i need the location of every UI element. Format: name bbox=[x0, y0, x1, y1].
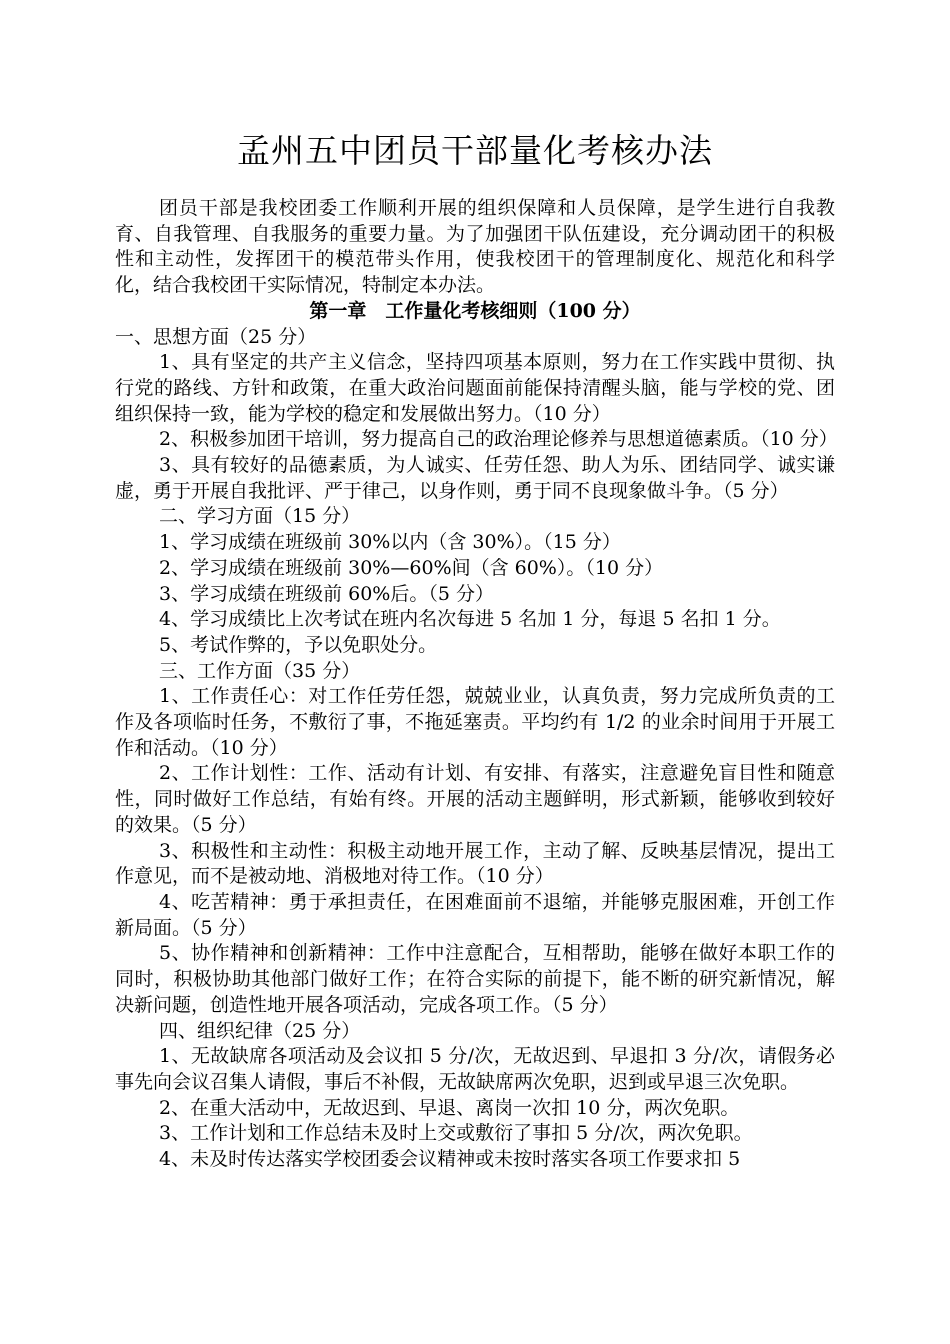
list-item: 4、学习成绩比上次考试在班内名次每进 5 名加 1 分，每退 5 名扣 1 分。 bbox=[159, 608, 781, 631]
section-heading: 三、工作方面（35 分） bbox=[159, 659, 361, 682]
list-item: 1、学习成绩在班级前 30%以内（含 30%）。（15 分） bbox=[159, 531, 621, 554]
list-item: 3、具有较好的品德素质，为人诚实、任劳任怨、助人为乐、团结同学、诚实谦虚，勇于开展自我批评、严于律己，以身作则，勇于同不良现象做斗争。（5 分） bbox=[115, 454, 835, 502]
chapter-heading: 第一章 工作量化考核细则（100 分） bbox=[309, 299, 641, 322]
list-item: 2、工作计划性：工作、活动有计划、有安排、有落实，注意避免盲目性和随意性，同时做好工作总结，有始有终。开展的活动主题鲜明，形式新颖，能够收到较好的效果。（5 分） bbox=[115, 762, 835, 836]
list-item: 4、吃苦精神：勇于承担责任，在困难面前不退缩，并能够克服困难，开创工作新局面。（5 分） bbox=[115, 890, 835, 939]
document-body bbox=[115, 196, 838, 1173]
list-item: 1、无故缺席各项活动及会议扣 5 分/次，无故迟到、早退扣 3 分/次，请假务必事先向会议召集人请假，事后不补假，无故缺席两次免职，迟到或早退三次免职。 bbox=[115, 1045, 835, 1093]
section-heading: 二、学习方面（15 分） bbox=[159, 505, 361, 528]
list-item: 3、积极性和主动性：积极主动地开展工作，主动了解、反映基层情况，提出工作意见，而不是被动地、消极地对待工作。（10 分） bbox=[115, 839, 835, 888]
list-item: 4、未及时传达落实学校团委会议精神或未按时落实各项工作要求扣 5 bbox=[159, 1148, 741, 1171]
list-item: 5、考试作弊的，予以免职处分。 bbox=[159, 633, 438, 656]
section-heading: 四、组织纪律（25 分） bbox=[159, 1019, 361, 1042]
section-heading: 一、思想方面（25 分） bbox=[115, 325, 317, 348]
list-item: 5、协作精神和创新精神：工作中注意配合，互相帮助，能够在做好本职工作的同时，积极协助其他部门做好工作；在符合实际的前提下，能不断的研究新情况，解决新问题，创造性地开展各项活动，完成各项工作。（5 分） bbox=[115, 942, 835, 1016]
document-title: 孟州五中团员干部量化考核办法 bbox=[237, 131, 713, 170]
list-item: 2、在重大活动中，无故迟到、早退、离岗一次扣 10 分，两次免职。 bbox=[159, 1096, 740, 1119]
list-item: 3、工作计划和工作总结未及时上交或敷衍了事扣 5 分/次，两次免职。 bbox=[159, 1122, 753, 1145]
list-item: 2、学习成绩在班级前 30%—60%间（含 60%）。（10 分） bbox=[159, 556, 664, 579]
list-item: 2、积极参加团干培训，努力提高自己的政治理论修养与思想道德素质。（10 分） bbox=[159, 428, 838, 451]
list-item: 1、工作责任心：对工作任劳任怨，兢兢业业，认真负责，努力完成所负责的工作及各项临时任务，不敷衍了事，不拖延塞责。平均约有 1/2 的业余时间用于开展工作和活动。（10 分） bbox=[115, 685, 835, 759]
intro-paragraph: 团员干部是我校团委工作顺利开展的组织保障和人员保障，是学生进行自我教育、自我管理、自我服务的重要力量。为了加强团干队伍建设，充分调动团干的积极性和主动性，发挥团干的模范带头作用，使我校团干的管理制度化、规范化和科学化，结合我校团干实际情况，特制定本办法。 bbox=[115, 197, 835, 297]
list-item: 3、学习成绩在班级前 60%后。（5 分） bbox=[159, 582, 494, 605]
list-item: 1、具有坚定的共产主义信念，坚持四项基本原则，努力在工作实践中贯彻、执行党的路线、方针和政策，在重大政治问题面前能保持清醒头脑，能与学校的党、团组织保持一致，能为学校的稳定和发展做出努力。（10 分） bbox=[115, 351, 835, 425]
